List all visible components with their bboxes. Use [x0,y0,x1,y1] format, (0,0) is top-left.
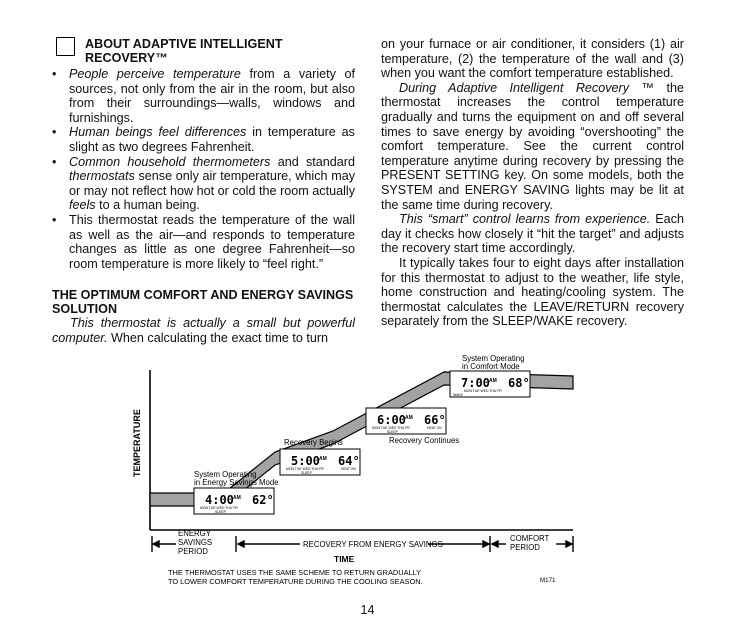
y-axis-label: TEMPERATURE [132,409,142,477]
thermostat-display [450,371,530,397]
paragraph: It typically takes four to eight days after installation for this thermostat to adjust to the weather, life style, home construction and heating/cooling system. The thermostat calculates the LEAVE/RETURN recovery separately from the SLEEP/WAKE recovery. [381,255,684,329]
label-recovery-continues: Recovery Continues [389,436,460,445]
body-text: and standard [270,154,355,169]
label-comfort-mode-2: in Comfort Mode [462,362,520,371]
emphasis-text: Common household thermometers [69,154,271,169]
display-tag: SLEEP [215,510,226,514]
display-ampm: AM [319,456,327,462]
display-ampm: AM [233,495,241,501]
recovery-diagram [128,352,588,592]
diagram-note-2: TO LOWER COMFORT TEMPERATURE DURING THE COOLING SEASON. [168,577,423,586]
display-temp: 66° [424,413,446,427]
figure-code: M171 [540,577,556,584]
display-days: MON TUE WED THU FR [464,389,502,393]
heading-text: ABOUT ADAPTIVE INTELLIGENT RECOVERY™ [85,37,283,65]
list-item [52,67,355,125]
display-days: MON TUE WED THU FR [200,506,238,510]
paragraph [381,212,684,256]
display-temp: 62° [252,493,274,507]
x-axis-label: TIME [334,554,355,564]
emphasis-text: thermostats [69,169,135,184]
section-heading-adaptive [52,37,355,65]
display-temp: 68° [508,376,530,390]
page-number: 14 [360,603,375,617]
section-heading-optimum: THE OPTIMUM COMFORT AND ENERGY SAVINGS SOLUTION [52,288,354,317]
display-ampm: AM [489,378,497,384]
list-item: • This thermostat reads the temperature of the wall as well as the air—and responds to temperature changes as little as one degree Fahrenheit—so room temperature is more likely to “feel right.” [52,213,355,271]
paragraph [52,316,355,345]
list-item [52,125,355,154]
body-text: from a variety of sources, not only from the air in the room, but also from their surroundings—walls, windows and furnishings. [69,67,355,125]
label-energy-mode-1: System Operating [194,470,257,479]
emphasis-text: This “smart” control learns from experience. [399,212,651,227]
paragraph: on your furnace or air conditioner, it considers (1) air temperature, (2) the temperature of the wall and (3) when you want the comfort temperature established. [381,37,684,81]
right-column [381,37,684,329]
display-tag: WAKE [453,393,463,397]
emphasis-text: During Adaptive Intelligent Recovery [399,80,630,95]
emphasis-text: This thermostat is actually a small but powerful computer. [52,316,355,345]
list-item [52,155,355,213]
paragraph [381,81,684,212]
display-tag: SLEEP [387,430,398,434]
emphasis-text: People perceive temperature [69,67,241,81]
display-time: 6:00 [377,413,406,427]
emphasis-text: feels [69,198,96,213]
period-comfort-1: COMFORT [510,534,550,543]
left-column [52,37,355,346]
display-days: MON TUE WED THU FR [372,426,410,430]
body-text: to a human being. [95,198,200,213]
thermostat-display [194,488,274,514]
display-heat: HEAT ON [427,426,442,430]
period-recovery: RECOVERY FROM ENERGY SAVINGS [303,540,443,549]
display-heat: HEAT ON [341,467,356,471]
bullet-list [52,67,355,271]
period-energy-2: SAVINGS [178,538,213,547]
diagram-note-1: THE THERMOSTAT USES THE SAME SCHEME TO RETURN GRADUALLY [168,568,422,577]
body-text: When calculating the exact time to turn [107,330,329,345]
label-energy-mode-2: in Energy Savings Mode [194,478,279,487]
body-text: Each day it checks how closely it “hit the target” and adjusts the recovery start time accordingly. [381,212,684,256]
period-comfort-2: PERIOD [510,543,540,552]
display-time: 4:00 [205,493,234,507]
period-energy-1: ENERGY [178,529,211,538]
label-comfort-mode-1: System Operating [462,354,525,363]
thermostat-display [366,408,446,434]
display-tag: SLEEP [301,471,312,475]
body-text: sense only air temperature, which may or may not reflect how hot or cold the room actually [69,169,355,198]
thermostat-display [280,449,360,475]
body-text: in temperature as slight as two degrees Fahrenheit. [69,125,355,154]
checkbox-icon [56,37,75,56]
display-temp: 64° [338,454,360,468]
display-time: 7:00 [461,376,490,390]
display-days: MON TUE WED THU FR [286,467,324,471]
label-recovery-begins: Recovery Begins [284,438,343,447]
period-energy-3: PERIOD [178,547,208,556]
display-time: 5:00 [291,454,320,468]
emphasis-text: Human beings feel differences [69,125,247,140]
body-text: ™ the thermostat increases the control temperature gradually and turns the equipment on and off several times to save energy by avoiding “overshooting” the comfort temperature. See the current control temperature anytime during recovery by pressing the PRESENT SETTING key. On some models, both the SYSTEM and ENERGY SAVING lights may be lit at the same time during recovery. [381,80,684,212]
display-ampm: AM [405,415,413,421]
